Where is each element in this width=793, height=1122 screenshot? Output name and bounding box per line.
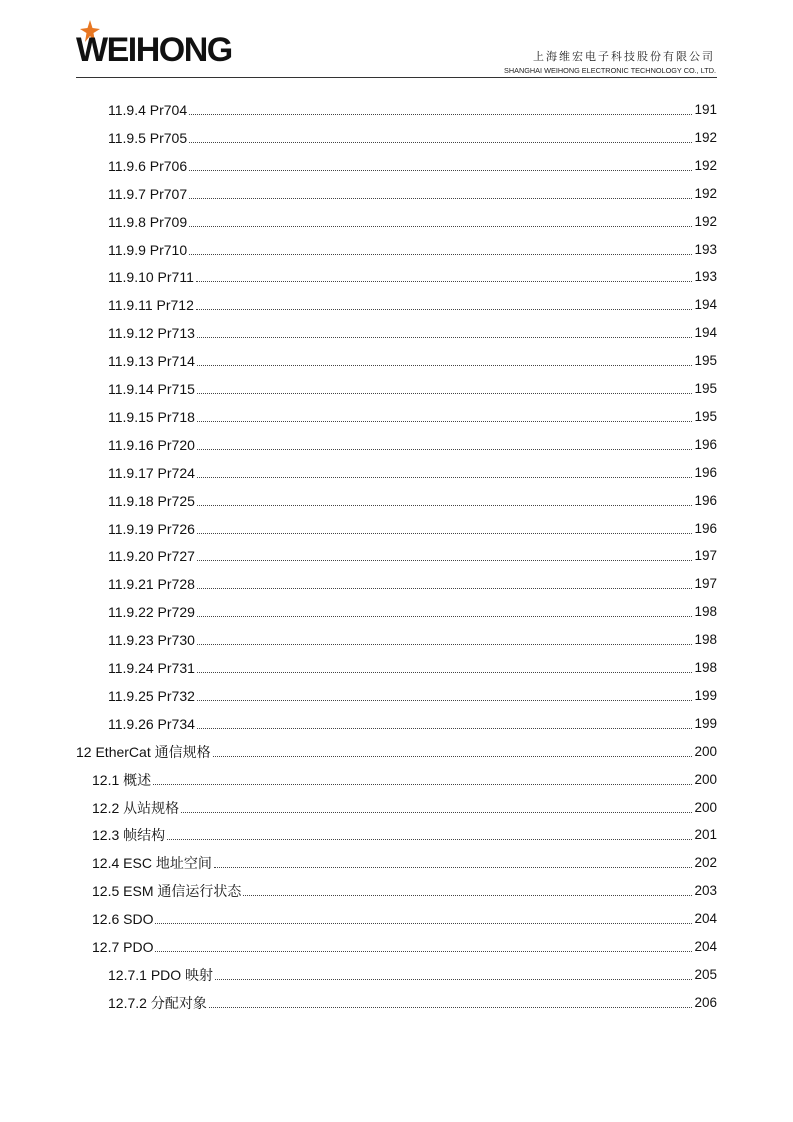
toc-entry-label: 11.9.9 Pr710	[108, 241, 188, 258]
toc-entry-page: 194	[694, 297, 717, 313]
toc-entry-label: 11.9.15 Pr718	[108, 408, 195, 425]
toc-entry-page: 193	[694, 269, 717, 285]
toc-dot-leader	[167, 839, 692, 840]
toc-entry[interactable]	[108, 573, 717, 593]
toc-dot-leader	[196, 281, 693, 282]
toc-entry-page: 195	[694, 353, 717, 369]
toc-entry-label: 12.3 帧结构	[92, 827, 166, 844]
toc-dot-leader	[197, 533, 693, 534]
toc-dot-leader	[197, 477, 693, 478]
toc-dot-leader	[197, 421, 693, 422]
toc-entry-page: 200	[694, 743, 717, 759]
toc-entry-page: 196	[694, 464, 717, 480]
toc-dot-leader	[197, 505, 693, 506]
toc-entry-page: 206	[694, 994, 717, 1010]
company-logo: WEIHONG	[76, 31, 232, 69]
toc-dot-leader	[197, 700, 693, 701]
toc-dot-leader	[209, 1007, 693, 1008]
toc-entry[interactable]	[92, 824, 717, 844]
toc-entry[interactable]	[108, 322, 717, 342]
toc-dot-leader	[213, 756, 693, 757]
toc-dot-leader	[197, 393, 693, 394]
toc-entry[interactable]	[76, 741, 717, 761]
toc-entry-label: 12.1 概述	[92, 771, 152, 788]
toc-entry-label: 12.7 PDO	[92, 939, 154, 955]
toc-entry[interactable]	[108, 350, 717, 370]
toc-entry[interactable]	[108, 629, 717, 649]
toc-entry[interactable]	[92, 769, 717, 789]
toc-entry[interactable]	[92, 852, 717, 872]
toc-entry[interactable]	[92, 908, 717, 928]
company-name-en: SHANGHAI WEIHONG ELECTRONIC TECHNOLOGY CO., LTD.	[503, 66, 716, 75]
toc-dot-leader	[189, 254, 692, 255]
toc-entry[interactable]	[108, 657, 717, 677]
toc-entry[interactable]	[108, 211, 717, 231]
toc-dot-leader	[153, 784, 692, 785]
toc-entry[interactable]	[108, 601, 717, 621]
toc-entry-page: 204	[694, 939, 717, 954]
toc-entry-page: 192	[694, 129, 717, 145]
toc-entry-page: 191	[694, 102, 717, 117]
toc-entry[interactable]	[108, 406, 717, 426]
toc-entry-page: 194	[694, 325, 717, 341]
toc-entry-label: 11.9.24 Pr731	[108, 660, 195, 676]
toc-entry-page: 199	[694, 715, 717, 731]
toc-entry[interactable]	[108, 964, 717, 984]
toc-entry-label: 11.9.19 Pr726	[108, 520, 195, 537]
company-name-cn: 上海维宏电子科技股份有限公司	[533, 50, 715, 63]
toc-entry-label: 12.4 ESC 地址空间	[92, 855, 212, 872]
toc-entry-label: 11.9.12 Pr713	[108, 325, 195, 342]
toc-entry[interactable]	[108, 294, 717, 314]
toc-entry-page: 196	[694, 436, 717, 452]
toc-entry-page: 204	[694, 911, 717, 927]
toc-dot-leader	[189, 226, 692, 227]
toc-entry-label: 11.9.21 Pr728	[108, 576, 195, 593]
toc-entry-label: 12 EtherCat 通信规格	[76, 743, 211, 760]
toc-entry[interactable]	[92, 797, 717, 817]
toc-entry-page: 199	[694, 687, 717, 703]
toc-entry[interactable]	[108, 183, 717, 203]
toc-entry-label: 11.9.5 Pr705	[108, 129, 188, 146]
toc-dot-leader	[196, 309, 693, 310]
toc-entry[interactable]	[108, 127, 717, 147]
toc-entry[interactable]	[92, 880, 717, 900]
toc-entry-page: 201	[694, 827, 717, 843]
toc-entry-label: 11.9.23 Pr730	[108, 632, 195, 649]
toc-dot-leader	[197, 449, 693, 450]
toc-entry[interactable]	[108, 155, 717, 175]
toc-entry[interactable]	[108, 266, 717, 286]
toc-entry-page: 196	[694, 492, 717, 508]
toc-entry-page: 197	[694, 548, 717, 564]
toc-entry-label: 11.9.14 Pr715	[108, 381, 195, 397]
toc-entry-label: 11.9.10 Pr711	[108, 269, 194, 286]
toc-entry[interactable]	[108, 518, 717, 538]
toc-dot-leader	[155, 951, 692, 952]
toc-entry-page: 192	[694, 157, 717, 173]
toc-dot-leader	[214, 867, 693, 868]
page-header	[0, 0, 793, 80]
toc-entry-page: 198	[694, 660, 717, 675]
toc-entry-page: 203	[694, 883, 717, 899]
header-divider	[76, 77, 717, 78]
toc-entry[interactable]	[108, 434, 717, 454]
toc-entry-page: 197	[694, 576, 717, 592]
toc-entry-label: 11.9.16 Pr720	[108, 436, 195, 453]
toc-entry[interactable]	[108, 490, 717, 510]
toc-dot-leader	[197, 365, 693, 366]
toc-dot-leader	[215, 979, 692, 980]
toc-entry[interactable]	[108, 462, 717, 482]
toc-dot-leader	[189, 114, 692, 115]
toc-dot-leader	[243, 895, 692, 896]
toc-dot-leader	[189, 198, 692, 199]
toc-entry-label: 11.9.13 Pr714	[108, 353, 195, 370]
toc-entry[interactable]	[108, 992, 717, 1012]
toc-entry-label: 11.9.18 Pr725	[108, 492, 195, 509]
toc-entry-page: 195	[694, 408, 717, 424]
toc-entry-label: 11.9.25 Pr732	[108, 687, 195, 704]
toc-entry-label: 11.9.4 Pr704	[108, 102, 188, 118]
toc-entry-page: 198	[694, 632, 717, 648]
toc-entry[interactable]	[108, 685, 717, 705]
toc-dot-leader	[197, 616, 693, 617]
toc-dot-leader	[197, 337, 693, 338]
toc-entry-label: 12.7.2 分配对象	[108, 994, 207, 1011]
toc-entry-page: 192	[694, 213, 717, 229]
toc-entry-label: 11.9.20 Pr727	[108, 548, 195, 565]
toc-entry-label: 12.6 SDO	[92, 911, 154, 928]
toc-dot-leader	[197, 588, 693, 589]
toc-entry[interactable]	[108, 378, 717, 398]
toc-entry-label: 11.9.11 Pr712	[108, 297, 194, 314]
toc-dot-leader	[197, 672, 693, 673]
toc-entry-page: 192	[694, 185, 717, 201]
toc-entry[interactable]	[92, 936, 717, 956]
toc-dot-leader	[181, 812, 692, 813]
toc-entry-page: 195	[694, 381, 717, 396]
toc-dot-leader	[189, 170, 692, 171]
toc-entry[interactable]	[108, 713, 717, 733]
toc-entry-page: 200	[694, 799, 717, 815]
toc-entry-label: 12.7.1 PDO 映射	[108, 966, 214, 983]
toc-entry[interactable]	[108, 545, 717, 565]
toc-entry-page: 202	[694, 855, 717, 871]
toc-dot-leader	[197, 644, 693, 645]
toc-entry-label: 11.9.6 Pr706	[108, 157, 188, 174]
toc-entry-label: 12.2 从站规格	[92, 799, 180, 816]
toc-entry-page: 200	[694, 771, 717, 787]
toc-entry-page: 198	[694, 604, 717, 620]
toc-dot-leader	[189, 142, 692, 143]
toc-dot-leader	[197, 728, 693, 729]
toc-entry-label: 11.9.8 Pr709	[108, 213, 188, 230]
toc-entry-label: 11.9.26 Pr734	[108, 715, 195, 732]
toc-entry-label: 11.9.7 Pr707	[108, 185, 188, 202]
toc-entry[interactable]	[108, 99, 717, 119]
toc-entry-label: 12.5 ESM 通信运行状态	[92, 883, 242, 900]
toc-entry-label: 11.9.17 Pr724	[108, 464, 195, 481]
toc-entry-page: 193	[694, 241, 717, 257]
toc-entry-label: 11.9.22 Pr729	[108, 604, 195, 621]
toc-entry-page: 205	[694, 966, 717, 982]
toc-dot-leader	[155, 923, 692, 924]
toc-entry[interactable]	[108, 239, 717, 259]
toc-entry-page: 196	[694, 520, 717, 536]
toc-dot-leader	[197, 560, 693, 561]
